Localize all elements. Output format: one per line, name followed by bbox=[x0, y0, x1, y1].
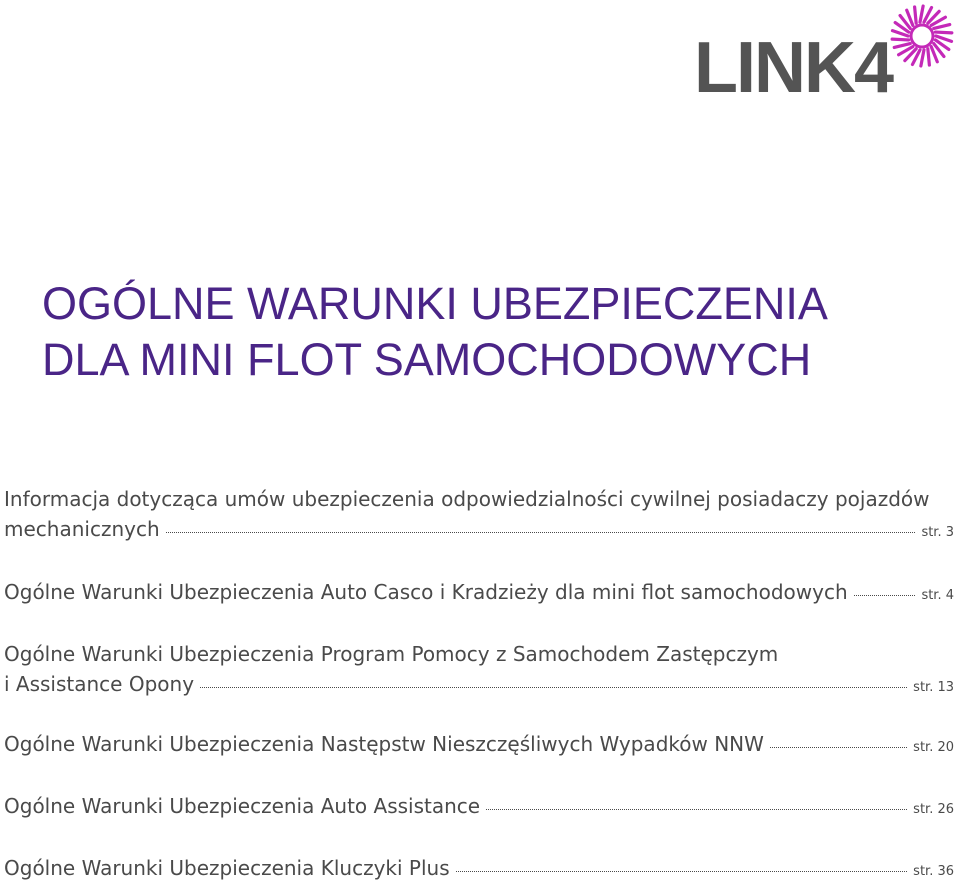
table-of-contents bbox=[4, 484, 954, 887]
dot-leader bbox=[770, 747, 907, 748]
logo-wordmark: LINK4 bbox=[694, 28, 893, 108]
title-line-1: OGÓLNE WARUNKI UBEZPIECZENIA bbox=[42, 278, 828, 329]
toc-entry-program-pomocy[interactable] bbox=[4, 639, 954, 703]
dot-leader bbox=[854, 595, 916, 596]
toc-page-number: str. 4 bbox=[921, 588, 954, 603]
sunburst-ray bbox=[894, 44, 910, 48]
toc-entry-label: Ogólne Warunki Ubezpieczenia Auto Casco i Kradzieży dla mini flot samochodowych bbox=[4, 580, 848, 604]
dot-leader bbox=[166, 532, 916, 533]
sunburst-icon bbox=[890, 4, 954, 68]
sunburst-ring bbox=[911, 25, 933, 47]
toc-entry-label-line1: Ogólne Warunki Ubezpieczenia Program Pomocy z Samochodem Zastępczym bbox=[4, 642, 779, 666]
toc-entry-label: mechanicznych bbox=[4, 517, 160, 541]
toc-entry-label: Ogólne Warunki Ubezpieczenia Kluczyki Plus bbox=[4, 856, 450, 880]
dot-leader bbox=[486, 809, 907, 810]
dot-leader bbox=[456, 871, 908, 872]
toc-page-number: str. 20 bbox=[913, 740, 954, 755]
dot-leader bbox=[200, 687, 907, 688]
sunburst-ray bbox=[935, 32, 951, 33]
toc-page-number: str. 3 bbox=[921, 525, 954, 540]
toc-entry-label: Ogólne Warunki Ubezpieczenia Następstw Nieszczęśliwych Wypadków NNW bbox=[4, 732, 764, 756]
toc-page-number: str. 36 bbox=[913, 864, 954, 879]
toc-entry-kluczyki-plus[interactable] bbox=[4, 853, 954, 887]
document-title bbox=[42, 276, 942, 388]
toc-page-number: str. 26 bbox=[913, 802, 954, 817]
title-line-2: DLA MINI FLOT SAMOCHODOWYCH bbox=[42, 334, 812, 385]
toc-entry-oc[interactable] bbox=[4, 484, 954, 548]
sunburst-ray bbox=[921, 50, 924, 66]
toc-entry-nnw[interactable] bbox=[4, 729, 954, 763]
sunburst-ray bbox=[934, 25, 950, 29]
toc-entry-label: Ogólne Warunki Ubezpieczenia Auto Assistance bbox=[4, 794, 481, 818]
sunburst-ray bbox=[915, 7, 917, 23]
toc-entry-auto-casco[interactable] bbox=[4, 577, 954, 611]
link4-logo bbox=[694, 4, 956, 108]
toc-entry-auto-assistance[interactable] bbox=[4, 791, 954, 825]
toc-page-number: str. 13 bbox=[913, 680, 954, 695]
sunburst-ray bbox=[892, 39, 908, 40]
sunburst-ray bbox=[920, 6, 923, 22]
toc-entry-label: i Assistance Opony bbox=[4, 672, 195, 696]
toc-entry-label-line1: Informacja dotycząca umów ubezpieczenia odpowiedzialności cywilnej posiadaczy pojazdów bbox=[4, 487, 930, 511]
sunburst-ray bbox=[928, 49, 930, 65]
